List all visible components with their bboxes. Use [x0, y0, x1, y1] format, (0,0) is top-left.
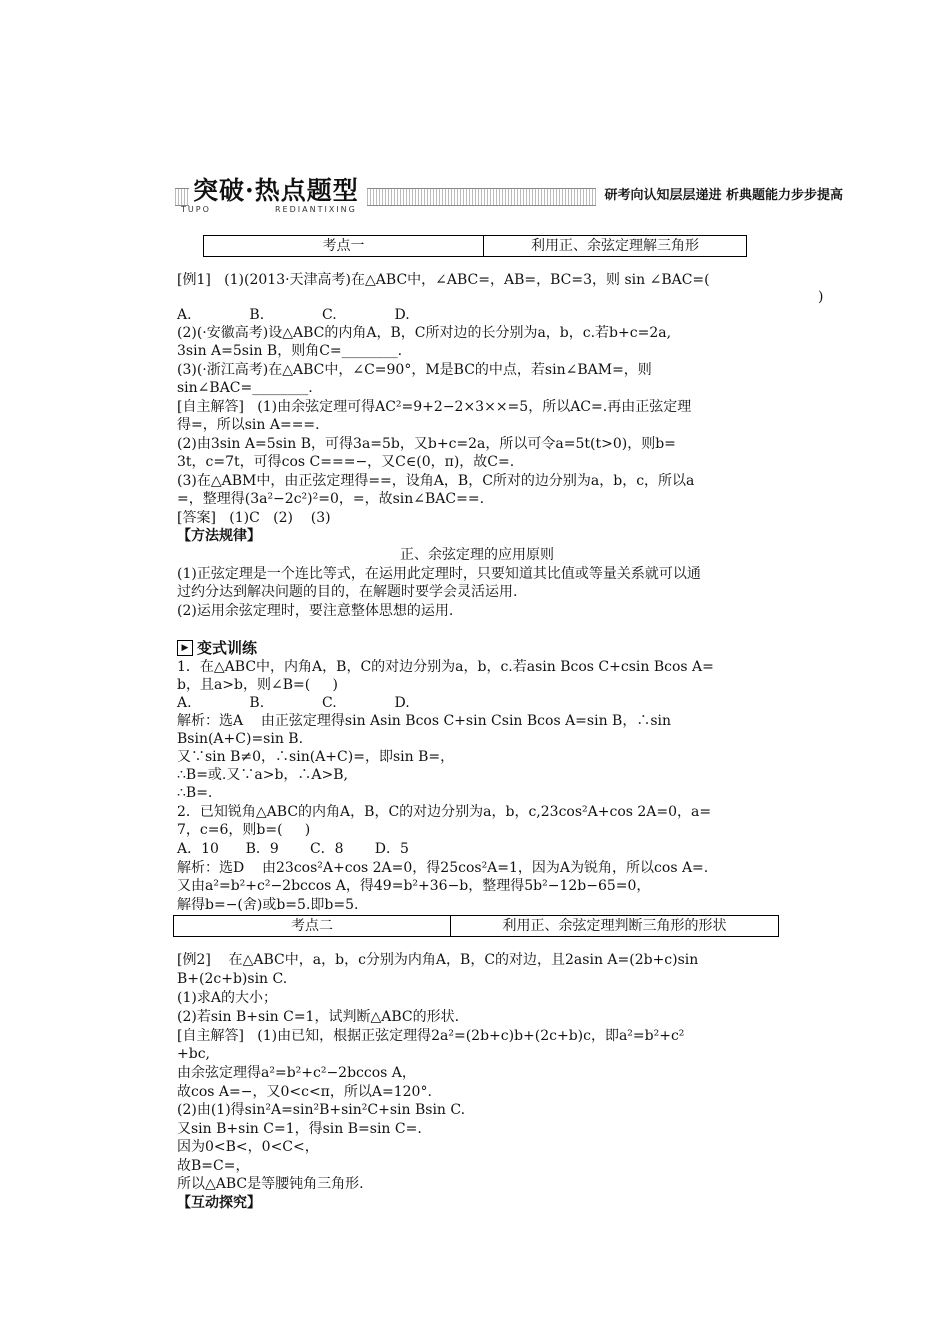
text-line: [自主解答] (1)由已知，根据正弦定理得2a²=(2b+c)b+(2c+b)c，即a²=b²+c²: [177, 1028, 685, 1044]
text-line: ∴B=或.又∵a>b，∴A>B,: [177, 767, 348, 783]
text-line: 故B=C=，: [177, 1158, 250, 1174]
section-header-1: [203, 235, 747, 257]
text-line: 又∵sin B≠0，∴sin(A+C)=，即sin B=，: [177, 749, 455, 765]
play-icon: ▶: [177, 640, 193, 656]
text-line: A．10 B．9 C．8 D．5: [177, 841, 409, 857]
text-line: 正、余弦定理的应用原则: [400, 547, 554, 563]
text-line: A. B. C. D.: [177, 307, 410, 323]
text-line: 2．已知锐角△ABC的内角A，B，C的对边分别为a，b，c,23cos²A+cos 2A=0，a=: [177, 804, 712, 820]
text-line: [答案] (1)C (2) (3): [177, 510, 331, 526]
section-label: 考点一: [204, 236, 484, 256]
text-line: ∴B=.: [177, 785, 213, 801]
section-label: 考点二: [174, 916, 451, 936]
text-line: (2)由(1)得sin²A=sin²B+sin²C+sin Bsin C.: [177, 1102, 466, 1118]
banner-title: 突破·热点题型: [189, 176, 367, 206]
text-line: 解析：选A 由正弦定理得sin Asin Bcos C+sin Csin Bcos A=sin B，∴sin: [177, 713, 672, 729]
text-line: (2)若sin B+sin C=1，试判断△ABC的形状.: [177, 1009, 460, 1025]
text-line: 3t，c=7t，可得cos C===−，又C∈(0，π)，故C=.: [177, 454, 515, 470]
text-line: [自主解答] (1)由余弦定理可得AC²=9+2−2×3××=5，所以AC=.再由正弦定理: [177, 399, 692, 415]
section-title: 利用正、余弦定理解三角形: [531, 238, 699, 254]
text-line: sin∠BAC=________.: [177, 380, 313, 396]
section-title: 利用正、余弦定理判断三角形的形状: [502, 918, 727, 934]
text-line: 又sin B+sin C=1，得sin B=sin C=.: [177, 1121, 422, 1137]
text-line: b，且a>b，则∠B=( ): [177, 677, 338, 693]
text-line: (1)求A的大小；: [177, 990, 277, 1006]
banner-pinyin-2: REDIANTIXING: [275, 205, 357, 214]
text-line: (3)(·浙江高考)在△ABC中，∠C=90°，M是BC的中点，若sin∠BAM=，则: [177, 362, 652, 378]
text-line: ): [818, 289, 824, 305]
text-line: 解得b=−(舍)或b=5.即b=5.: [177, 897, 359, 913]
text-line: 由余弦定理得a²=b²+c²−2bccos A，: [177, 1065, 416, 1081]
text-line: 故cos A=−，又0<c<π，所以A=120°.: [177, 1084, 432, 1100]
text-line: 解析：选D 由23cos²A+cos 2A=0，得25cos²A=1，因为A为锐角，所以cos A=.: [177, 860, 709, 876]
text-line: =，整理得(3a²−2c²)²=0，=，故sin∠BAC==.: [177, 491, 485, 507]
banner-pinyin-1: TUPO: [181, 205, 211, 214]
section-header-2: [173, 915, 779, 937]
text-line: (2)运用余弦定理时，要注意整体思想的运用.: [177, 603, 454, 619]
text-line: A. B. C. D.: [177, 695, 410, 711]
text-line: Bsin(A+C)=sin B.: [177, 731, 304, 747]
text-line: 又由a²=b²+c²−2bccos A，得49=b²+36−b，整理得5b²−12b−65=0，: [177, 878, 651, 894]
text-line: 【互动探究】: [177, 1195, 261, 1211]
text-line: (1)正弦定理是一个连比等式，在运用此定理时，只要知道其比值或等量关系就可以通: [177, 566, 701, 582]
text-line: (2)(·安徽高考)设△ABC的内角A，B，C所对边的长分别为a，b，c.若b+c=2a,: [177, 325, 672, 341]
text-line: 3sin A=5sin B，则角C=________.: [177, 343, 403, 359]
text-line: 得=，所以sin A===.: [177, 417, 320, 433]
section-banner: [175, 176, 847, 214]
text-line: 1．在△ABC中，内角A，B，C的对边分别为a，b，c.若asin Bcos C+csin Bcos A=: [177, 659, 714, 675]
text-line: 所以△ABC是等腰钝角三角形.: [177, 1176, 364, 1192]
text-line: (3)在△ABM中，由正弦定理得==，设角A，B，C所对的边分别为a，b，c，所以a: [177, 473, 695, 489]
text-line: 【方法规律】: [177, 528, 261, 544]
text-line: 7，c=6，则b=( ): [177, 822, 311, 838]
text-line: [例2] 在△ABC中，a，b，c分别为内角A，B，C的对边，且2asin A=(2b+c)sin: [177, 952, 699, 968]
practice-heading-label: 变式训练: [197, 639, 258, 657]
text-line: [例1] (1)(2013·天津高考)在△ABC中，∠ABC=，AB=，BC=3，则 sin ∠BAC=(: [177, 272, 710, 288]
practice-heading: [177, 637, 257, 658]
text-line: +bc,: [177, 1046, 210, 1062]
text-line: (2)由3sin A=5sin B，可得3a=5b，又b+c=2a，所以可令a=5t(t>0)，则b=: [177, 436, 676, 452]
banner-subtitle: 研考向认知层层递进 析典题能力步步提高: [596, 186, 847, 206]
text-line: 因为0<B<，0<C<，: [177, 1139, 319, 1155]
text-line: B+(2c+b)sin C.: [177, 971, 288, 987]
text-line: 过约分达到解决问题的目的，在解题时要学会灵活运用.: [177, 584, 518, 600]
